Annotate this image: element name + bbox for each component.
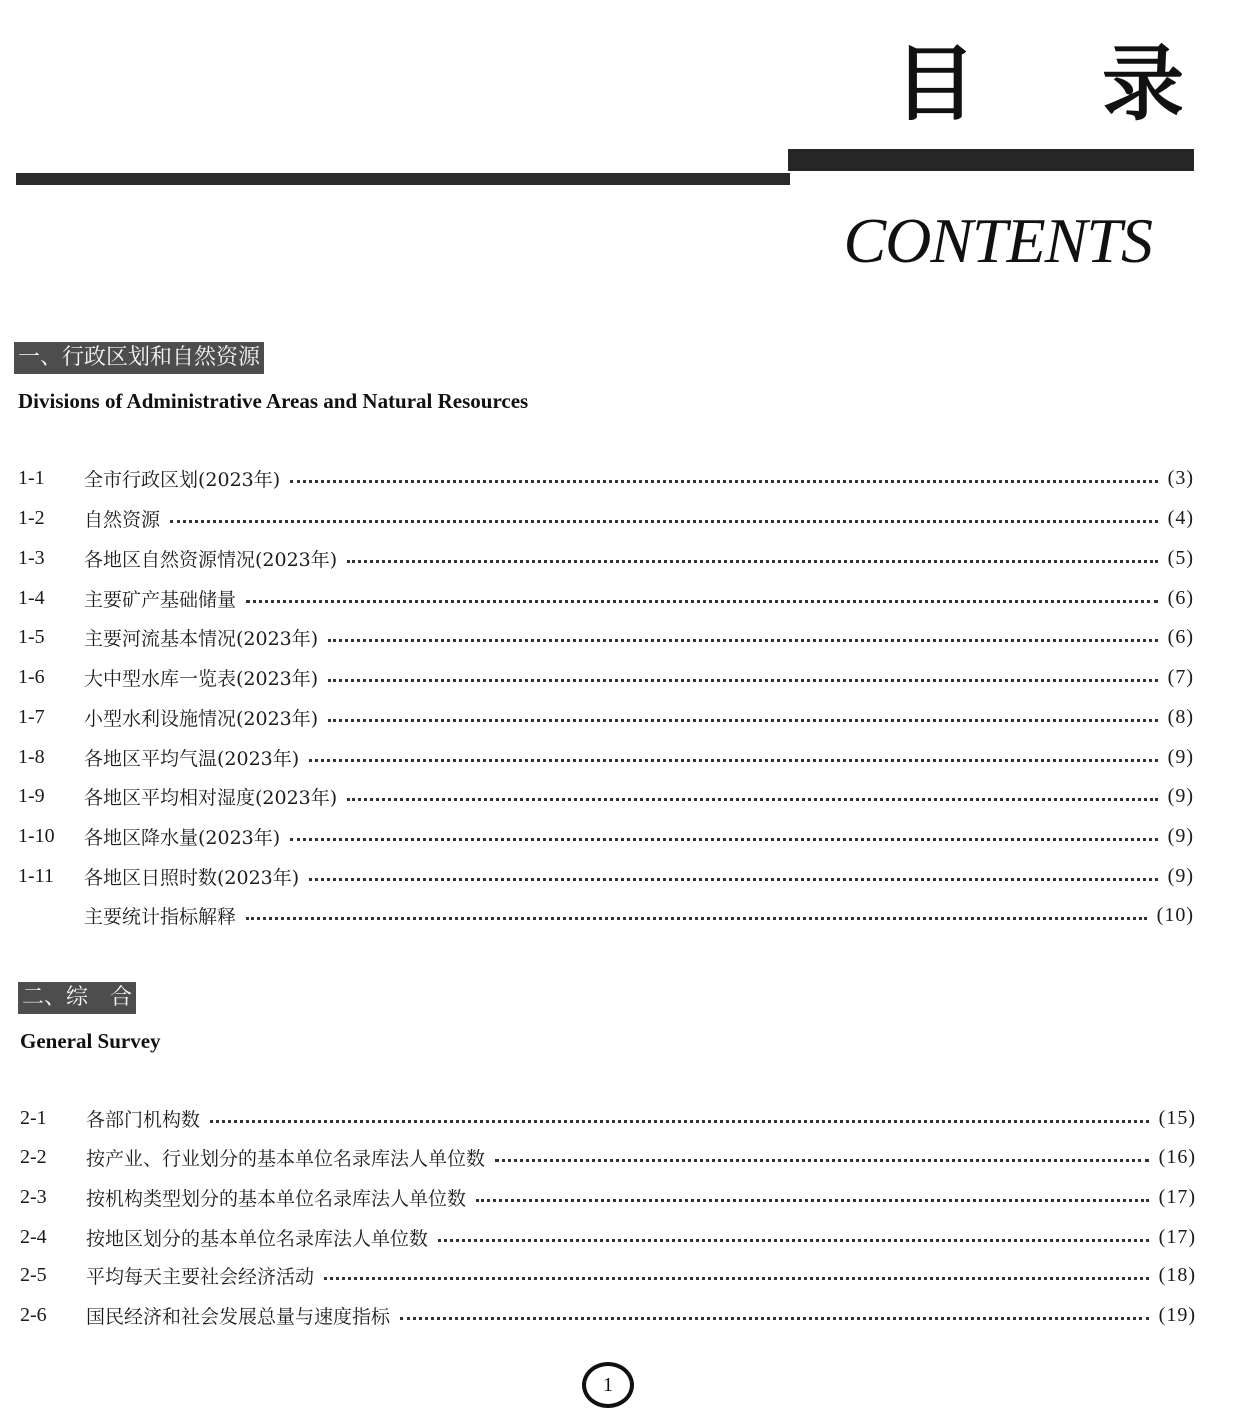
toc-page: (9) [1167,784,1194,807]
toc-number: 1-10 [18,824,55,847]
toc-page: (16) [1158,1145,1196,1168]
toc-number: 1-5 [18,625,45,648]
toc-leader-dots [347,796,1157,801]
page-title-cn [894,37,1184,132]
toc-leader-dots [309,876,1157,881]
toc-title: 小型水利设施情况(2023年) [84,707,319,730]
toc-entry-2-2[interactable] [20,1142,1196,1172]
toc-number: 1-8 [18,745,45,768]
toc-entry-1-2[interactable] [18,503,1194,533]
toc-page: (17) [1158,1185,1196,1208]
toc-entry-1-9[interactable] [18,781,1194,811]
toc-page: (7) [1167,665,1194,688]
toc-page: (17) [1158,1225,1196,1248]
toc-entry-1-1[interactable] [18,463,1194,493]
toc-number: 1-9 [18,784,45,807]
toc-leader-dots [347,558,1157,563]
toc-title: 按地区划分的基本单位名录库法人单位数 [86,1227,429,1250]
toc-title: 各地区自然资源情况(2023年) [84,548,338,571]
toc-page: (19) [1158,1303,1196,1326]
toc-number: 2-6 [20,1303,47,1326]
toc-number: 1-3 [18,546,45,569]
toc-leader-dots [290,478,1157,483]
toc-page: (4) [1167,506,1194,529]
toc-page: (3) [1167,466,1194,489]
toc-title: 主要河流基本情况(2023年) [84,627,319,650]
toc-number: 1-7 [18,705,45,728]
toc-page: (5) [1167,546,1194,569]
toc-title: 国民经济和社会发展总量与速度指标 [86,1305,391,1328]
toc-title: 各地区平均气温(2023年) [84,747,300,770]
toc-leader-dots [400,1315,1149,1320]
toc-page: (6) [1167,586,1194,609]
toc-page: (6) [1167,625,1194,648]
toc-leader-dots [438,1237,1149,1242]
toc-entry-1-10[interactable] [18,821,1194,851]
toc-leader-dots [290,836,1157,841]
toc-entry-1-3[interactable] [18,543,1194,573]
toc-page: (18) [1158,1263,1196,1286]
toc-title: 全市行政区划(2023年) [84,468,281,491]
toc-leader-dots [476,1197,1149,1202]
toc-title: 自然资源 [84,508,161,531]
toc-number: 2-3 [20,1185,47,1208]
toc-page: (15) [1158,1106,1196,1129]
toc-entry-1-8[interactable] [18,742,1194,772]
toc-entry-1-7[interactable] [18,702,1194,732]
toc-title: 按机构类型划分的基本单位名录库法人单位数 [86,1187,467,1210]
toc-entry-2-5[interactable] [20,1260,1196,1290]
page-number-badge [582,1362,634,1408]
title-cn-char-2: 录 [1101,37,1184,132]
toc-page: (10) [1156,903,1194,926]
toc-title: 各地区平均相对湿度(2023年) [84,786,338,809]
toc-page: (9) [1167,864,1194,887]
page-title-en: CONTENTS [843,205,1152,276]
toc-title: 各地区日照时数(2023年) [84,866,300,889]
header-divider-thin [16,173,790,185]
toc-page: (9) [1167,824,1194,847]
toc-title: 大中型水库一览表(2023年) [84,667,319,690]
toc-title: 主要矿产基础储量 [84,588,237,611]
toc-number: 2-2 [20,1145,47,1168]
toc-number: 1-4 [18,586,45,609]
toc-leader-dots [210,1118,1149,1123]
toc-leader-dots [495,1157,1149,1162]
toc-entry-2-3[interactable] [20,1182,1196,1212]
toc-entry-1-4[interactable] [18,583,1194,613]
section-1-title-en: Divisions of Administrative Areas and Natural Resources [18,389,529,413]
title-cn-char-1: 目 [894,37,977,132]
toc-leader-dots [328,717,1157,722]
toc-leader-dots [309,757,1157,762]
toc-number: 1-11 [18,864,54,887]
page-number: 1 [603,1373,613,1396]
toc-entry-2-6[interactable] [20,1300,1196,1330]
toc-leader-dots [328,677,1157,682]
toc-entry-2-4[interactable] [20,1222,1196,1252]
toc-leader-dots [170,518,1158,523]
section-2-title-en: General Survey [20,1029,161,1053]
toc-number: 1-2 [18,506,45,529]
toc-entry-2-1[interactable] [20,1103,1196,1133]
toc-page: (8) [1167,705,1194,728]
toc-number: 2-1 [20,1106,47,1129]
toc-number: 1-6 [18,665,45,688]
toc-leader-dots [246,915,1147,920]
toc-entry-1-glossary[interactable] [18,900,1194,930]
toc-number: 2-5 [20,1263,47,1286]
toc-leader-dots [328,637,1157,642]
toc-entry-1-11[interactable] [18,861,1194,891]
toc-leader-dots [324,1275,1149,1280]
toc-entry-1-6[interactable] [18,662,1194,692]
section-1-tag: 一、行政区划和自然资源 [14,342,264,374]
toc-number: 1-1 [18,466,45,489]
toc-number: 2-4 [20,1225,47,1248]
toc-page: (9) [1167,745,1194,768]
toc-title: 主要统计指标解释 [84,905,237,928]
toc-title: 各部门机构数 [86,1108,201,1131]
header-divider-thick [788,149,1194,171]
section-2-tag: 二、综 合 [18,982,136,1014]
toc-title: 各地区降水量(2023年) [84,826,281,849]
toc-entry-1-5[interactable] [18,622,1194,652]
toc-title: 平均每天主要社会经济活动 [86,1265,315,1288]
toc-title: 按产业、行业划分的基本单位名录库法人单位数 [86,1147,486,1170]
toc-leader-dots [246,598,1158,603]
